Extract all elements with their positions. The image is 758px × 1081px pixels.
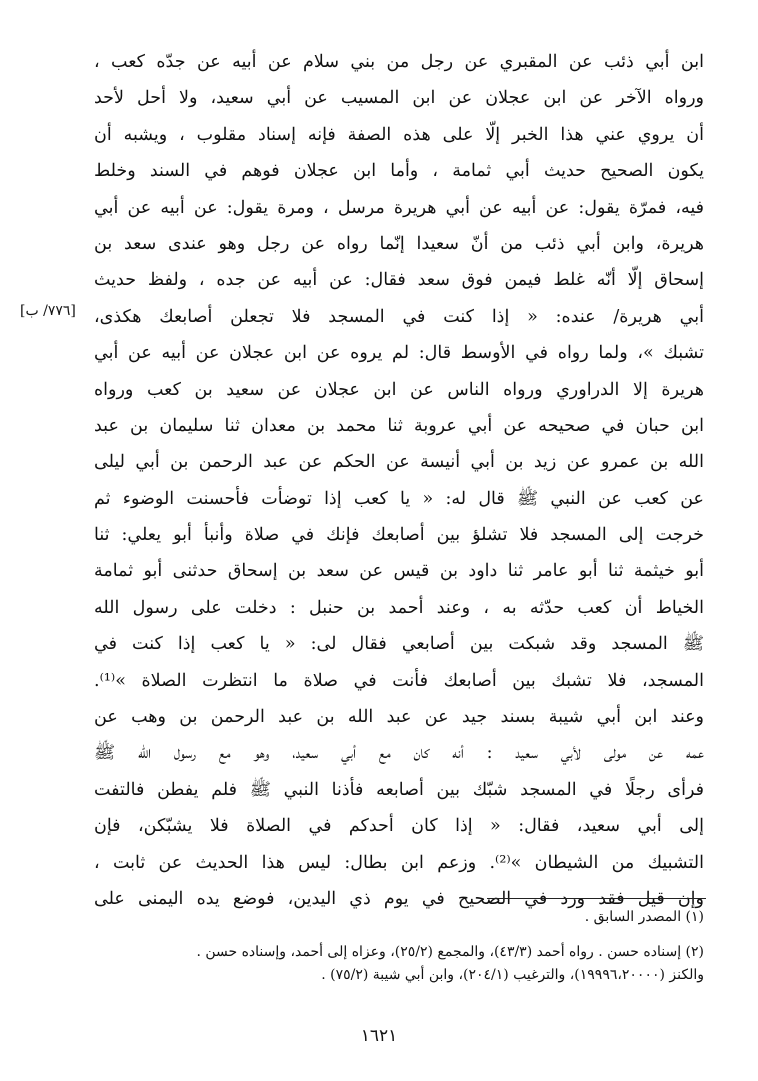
text-line-23: التشبيك من الشيطان »⁽²⁾. وزعم ابن بطال: ليس هذا الحديث عن ثابت ،: [94, 852, 704, 873]
text-line-12: الله بن عمرو عن زيد بن أبي أنيسة عن الحكم عن عبد الرحمن بن أبي ليلى: [94, 452, 704, 473]
text-line-22: إلى أبي سعيد، فقال: « إذا كان أحدكم في الصلاة فلا يشبّكن، فإن: [94, 816, 704, 837]
text-line-7: إسحاق إلّا أنّه غلط فيمن فوق سعد فقال: عن أبيه عن جده ، ولفظ حديث: [94, 270, 704, 291]
text-line-14: خرجت إلى المسجد فلا تشلؤ بين أصابعك فإنك في صلاة وأنبأ أبو يعلي: ثنا: [94, 525, 704, 546]
text-line-2: ورواه الآخر عن ابن عجلان عن ابن المسيب عن أبي سعيد، ولا أحل لأحد: [94, 88, 704, 109]
text-line-19: وعند ابن أبي شيبة بسند جيد عن عبد الله بن عبد الرحمن بن وهب عن: [94, 707, 704, 728]
text-line-13: عن كعب عن النبي ﷺ قال له: « يا كعب إذا توضأت فأحسنت الوضوء ثم: [94, 488, 704, 509]
text-line-24: وإن قيل فقد ورد في الصحيح في يوم ذي اليدين، فوضع يده اليمنى على: [94, 888, 704, 909]
main-text-block: [94, 44, 704, 917]
text-line-6: هريرة، وابن أبي ذئب من أنّ سعيدا إنّما رواه عن رجل وهو عندى سعد بن: [94, 233, 704, 254]
text-line-18: المسجد، فلا تشبك بين أصابعك فأنت في صلاة ما انتظرت الصلاة »⁽¹⁾.: [94, 670, 704, 691]
footnote-1: (١) المصدر السابق .: [584, 909, 704, 925]
footnote-divider: [487, 898, 706, 899]
text-line-4: يكون الصحيح حديث أبي ثمامة ، وأما ابن عجلان فوهم في السند وخلط: [94, 161, 704, 182]
footnote-2-line-1: (٢) إسناده حسن . رواه أحمد (٤٣/٣)، والمجمع (٢٥/٢)، وعزاه إلى أحمد، وإسناده حسن .: [196, 944, 704, 960]
text-line-16: الخياط أن كعب حدّثه به ، وعند أحمد بن حنبل : دخلت على رسول الله: [94, 597, 704, 618]
page-number: ١٦٢١: [360, 1026, 398, 1046]
text-line-1: ابن أبي ذئب عن المقبري عن رجل من بني سلام عن أبيه عن جدّه كعب ،: [94, 52, 704, 72]
text-line-20: عمه عن مولى لأبي سعيد : أنه كان مع أبي سعيد، وهو مع رسول الله ﷺ: [94, 743, 704, 764]
text-line-21: فرأى رجلًا في المسجد شبّك بين أصابعه فأذنا النبي ﷺ فلم يفطن فالتفت: [94, 779, 704, 800]
text-line-17: ﷺ المسجد وقد شبكت بين أصابعي فقال لى: « يا كعب إذا كنت في: [94, 634, 704, 655]
text-line-9: تشبك »، ولما رواه في الأوسط قال: لم يروه عن ابن عجلان عن أبيه عن أبي: [94, 343, 704, 364]
footnote-spacer: [94, 929, 704, 941]
text-line-5: فيه، فمرّة يقول: عن أبيه عن أبي هريرة مرسل ، ومرة يقول: عن أبيه عن أبي: [94, 197, 704, 218]
text-line-11: ابن حبان في صحيحه عن أبي عروبة ثنا محمد بن معدان ثنا سليمان بن عبد: [94, 415, 704, 436]
text-line-8: أبي هريرة/ عنده: « إذا كنت في المسجد فلا تجعلن أصابعك هكذى،: [94, 306, 704, 327]
footnote-2-line-2: والكنز (١٩٩٩٦،٢٠٠٠٠)، والترغيب (٢٠٤/١)، وابن أبي شيبة (٧٥/٢) .: [321, 967, 704, 983]
text-line-15: أبو خيثمة ثنا أبو عامر ثنا داود بن قيس عن سعد بن إسحاق حدثنى أبو ثمامة: [94, 561, 704, 582]
manuscript-folio-marker: [٧٧٦/ ب]: [20, 303, 76, 319]
text-line-10: هريرة إلا الدراوري ورواه الناس عن ابن عجلان عن سعيد بن كعب ورواه: [94, 379, 704, 400]
text-line-3: أن يروي عني هذا الخبر إلّا على هذه الصفة فإنه إسناد مقلوب ، ويشبه أن: [94, 124, 704, 145]
footnotes-block: [94, 906, 704, 987]
